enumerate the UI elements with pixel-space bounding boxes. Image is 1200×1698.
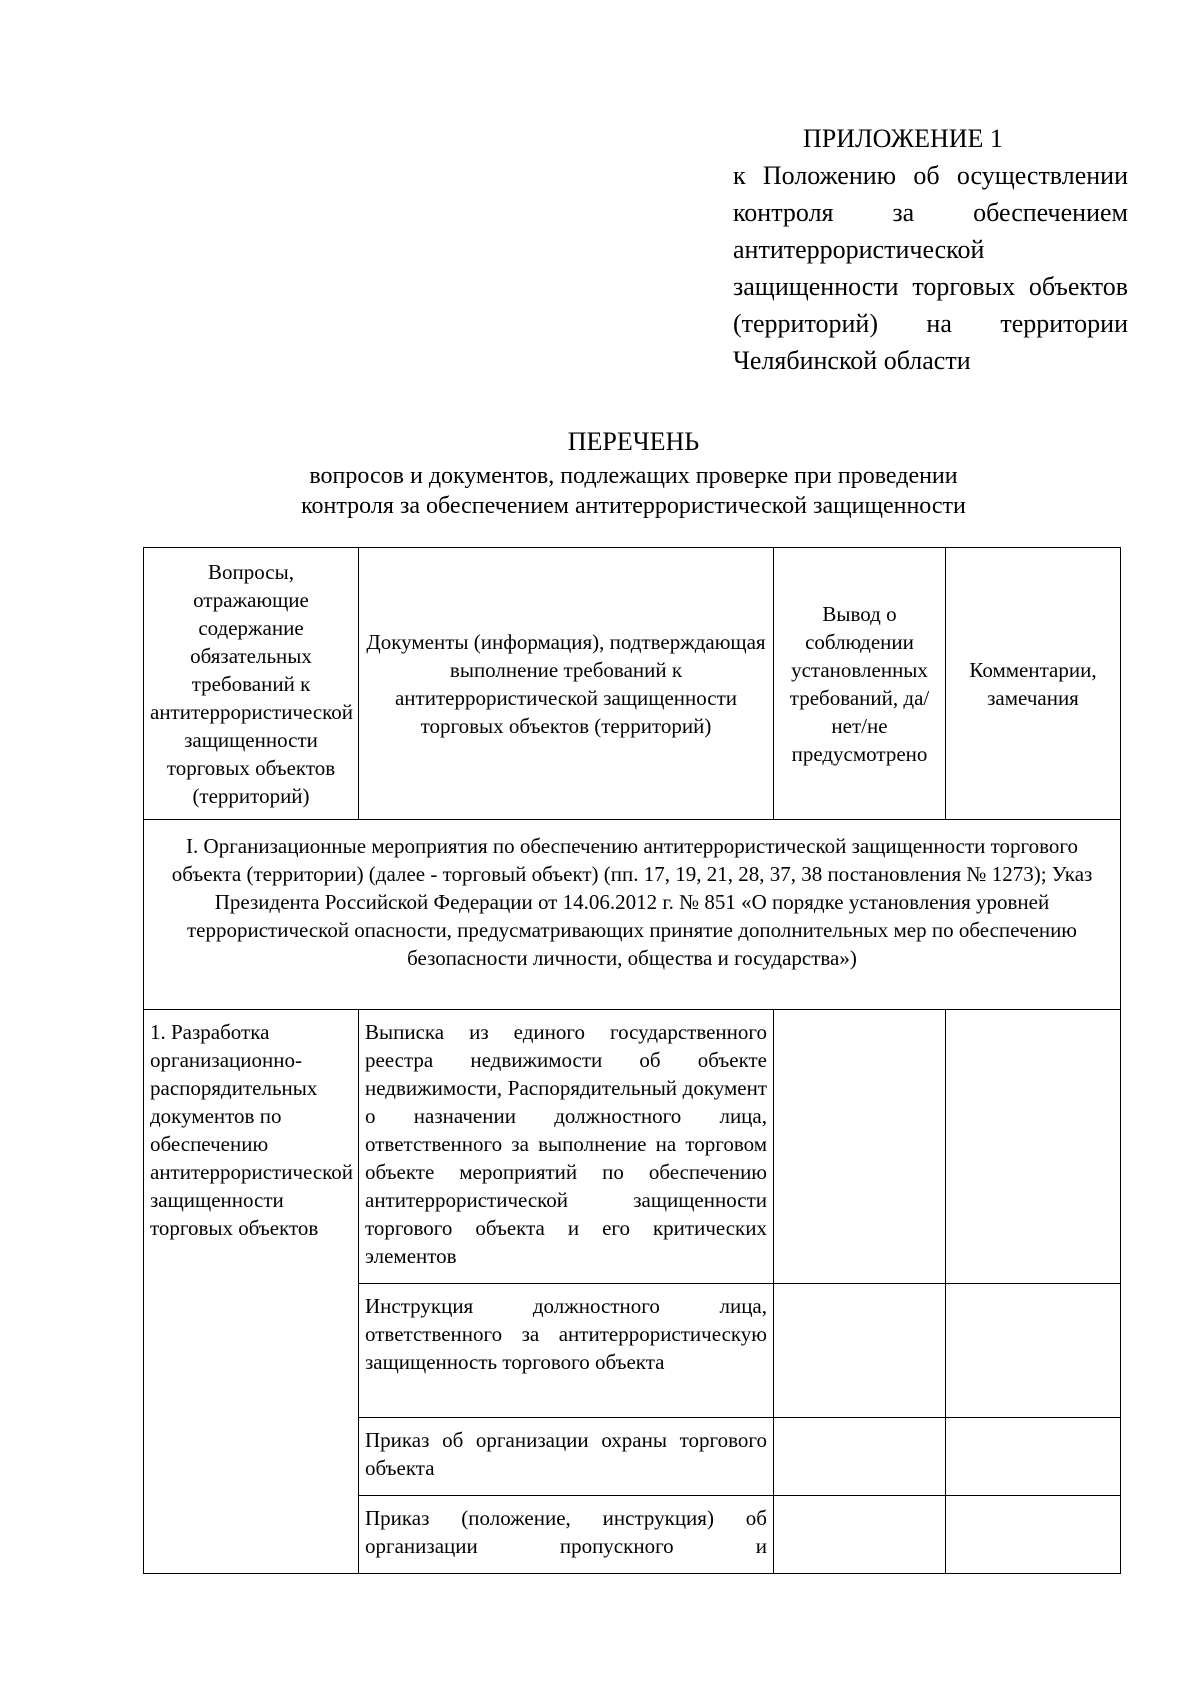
document-cell: Инструкция должностного лица, ответственного за антитеррористическую защищенность торгового объекта [359,1284,774,1418]
conclusion-cell [774,1010,946,1284]
section-title: I. Организационные мероприятия по обеспечению антитеррористической защищенности торгового объекта (территории) (далее - торговый объект) (пп. 17, 19, 21, 28, 37, 38 постановления № 1273); Указ Президента Российской Федерации от 14.06.2012 г. № 851 «О порядке установления уровней террористической опасности, предусматривающих принятие дополнительных мер по обеспечению безопасности личности, общества и государства») [144,820,1121,1010]
document-cell: Приказ об организации охраны торгового объекта [359,1418,774,1496]
appendix-line: антитеррористической [733,235,985,264]
document-cell: Приказ (положение, инструкция) об организации пропускного и [359,1496,774,1574]
checklist-table [143,547,1121,1574]
conclusion-cell [774,1418,946,1496]
section-row [144,820,1121,1010]
conclusion-cell [774,1284,946,1418]
appendix-line: Челябинской области [733,346,971,375]
table-row [144,1010,1121,1284]
comment-cell [946,1010,1121,1284]
appendix-title: ПРИЛОЖЕНИЕ 1 [803,124,1003,153]
question-cell: 1. Разработка организационно-распорядительных документов по обеспечению антитеррористической защищенности торговых объектов [144,1010,359,1574]
document-subtitle-line: контроля за обеспечением антитеррористической защищенности [301,493,966,519]
appendix-line: (территорий) на территории [733,309,1128,338]
header-cell-questions: Вопросы, отражающие содержание обязательных требований к антитеррористической защищенности торговых объектов (территорий) [144,548,359,820]
appendix-line: к Положению об осуществлении [733,161,1128,190]
header-cell-comments: Комментарии, замечания [946,548,1121,820]
document-heading [143,423,1124,521]
conclusion-cell [774,1496,946,1574]
appendix-line: защищенности торговых объектов [733,272,1128,301]
comment-cell [946,1496,1121,1574]
header-cell-conclusion: Вывод о соблюдении установленных требований, да/нет/не предусмотрено [774,548,946,820]
header-cell-documents: Документы (информация), подтверждающая выполнение требований к антитеррористической защищенности торговых объектов (территорий) [359,548,774,820]
table-header-row [144,548,1121,820]
document-subtitle-line: вопросов и документов, подлежащих проверке при проведении [309,463,958,489]
document-title: ПЕРЕЧЕНЬ [567,427,700,456]
comment-cell [946,1284,1121,1418]
comment-cell [946,1418,1121,1496]
appendix-block [733,120,1128,379]
document-cell: Выписка из единого государственного реестра недвижимости об объекте недвижимости, Распорядительный документ о назначении должностного лица, ответственного за выполнение на торговом объекте мероприятий по обеспечению антитеррористической защищенности торгового объекта и его критических элементов [359,1010,774,1284]
appendix-line: контроля за обеспечением [733,198,1128,227]
